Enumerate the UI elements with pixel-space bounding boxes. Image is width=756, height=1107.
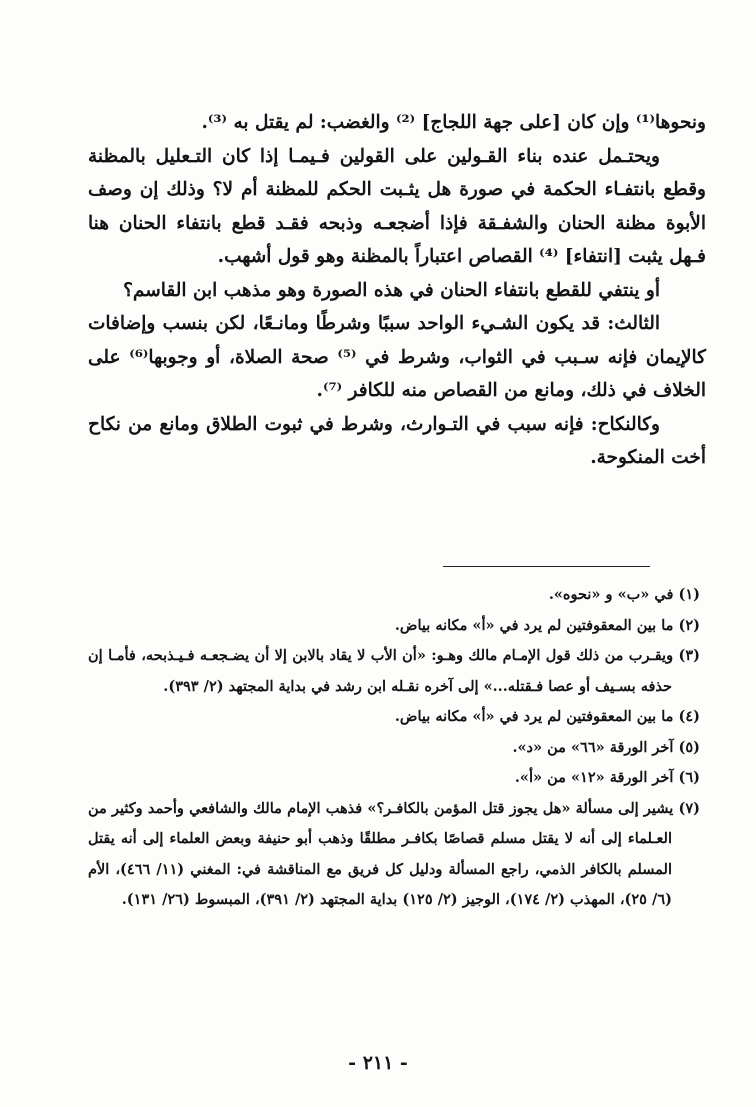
footnote: (٣) ويقـرب من ذلك قول الإمـام مالك وهـو: «أن الأب لا يقاد بالابن إلا أن يضـجعـه فـيـذبحه، فأمـا إن حذفه بسـيف أو عصا فـقتله...» إلى آخره نقـله ابن رشد في بداية المجتهد (٢/ ٣٩٣). xyxy=(88,647,700,695)
footnotes xyxy=(88,580,700,916)
paragraph: وكالنكاح: فإنه سبب في التـوارث، وشرط في ثبوت الطلاق ومانع من نكاح أخت المنكوحة. xyxy=(88,413,706,468)
footnote-separator xyxy=(443,566,650,567)
footnote: (٤) ما بين المعقوفتين لم يرد في «أ» مكانه بياض. xyxy=(394,708,700,725)
question-line: أو ينتفي للقطع بانتفاء الحنان في هذه الصورة وهو مذهب ابن القاسم؟ xyxy=(123,279,660,301)
paragraph: الثالث: قد يكون الشـيء الواحد سببًا وشرطًا ومانـعًا، لكن بنسب وإضافات كالإيمان فإنه سـبب في الثواب، وشرط في ⁽⁵⁾ صحة الصلاة، أو وجوبها⁽⁶⁾ على الخلاف في ذلك، ومانع من القصاص منه للكافر ⁽⁷⁾. xyxy=(88,313,706,401)
opening-line: ونحوها⁽¹⁾ وإن كان [على جهة اللجاج] ⁽²⁾ والغضب: لم يقتل به ⁽³⁾. xyxy=(201,112,706,133)
footnote: (٧) يشير إلى مسألة «هل يجوز قتل المؤمن بالكافـر؟» فذهب الإمام مالك والشافعي وأحمد وكثير من العـلماء إلى أنه لا يقتل مسلم قصاصًا بكافـر مطلقًا وذهب أبو حنيفة وبعض العلماء إلى أنه يقتل المسلم بالكافر الذمي، راجع المسألة ودليل كل فريق مع المناقشة في: المغني (١١/ ٤٦٦)، الأم (٦/ ٢٥)، المهذب (٢/ ١٧٤)، الوجيز (٢/ ١٢٥) بداية المجتهد (٢/ ٣٩١)، المبسوط (٢٦/ ١٣١). xyxy=(88,799,700,908)
footnote: (٦) آخر الورقة «١٢» من «أ». xyxy=(514,769,700,786)
page-number: - ٢١١ - xyxy=(348,1052,408,1074)
main-text xyxy=(88,106,706,475)
footnote: (٢) ما بين المعقوفتين لم يرد في «أ» مكانه بياض. xyxy=(394,616,700,634)
paragraph: ويحتـمل عنده بناء القـولين على القولين فـيمـا إذا كان التـعليل بالمظنة وقطع بانتفـاء الحكمة في صورة هل يثـبت الحكم للمظنة أم لا؟ وذلك إن وصف الأبوة مظنة الحنان والشفـقة فإذا أضجعـه وذبحه فقـد قطع بانتفاء الحنان هنا فـهل يثبت [انتفاء] ⁽⁴⁾ القصاص اعتباراً بالمظنة وهو قول أشهب. xyxy=(88,145,706,267)
footnote: (١) في «ب» و «نحوه». xyxy=(548,586,700,603)
footnote: (٥) آخر الورقة «٦٦» من «د». xyxy=(512,738,700,756)
